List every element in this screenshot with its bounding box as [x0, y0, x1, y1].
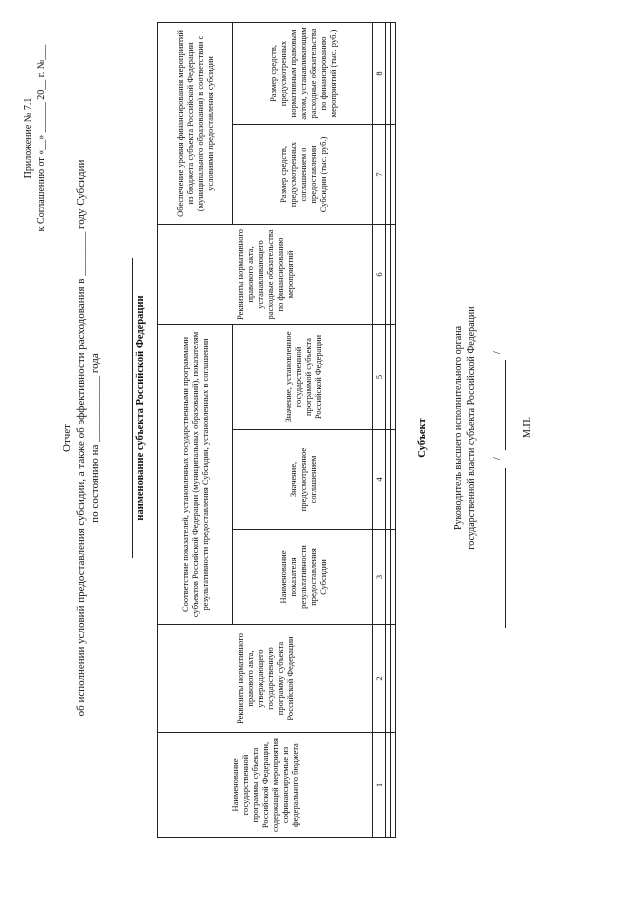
column-number: 6 — [373, 224, 386, 324]
header-funding-group: Обеспечение уровня финансирования мероприятий из бюджета субъекта Российской Федерации (муниципального образования) в соответствии с условиями предоставления субсидии — [158, 22, 233, 224]
report-title-description: об исполнении условий предоставления субсидии, а также об эффективности расходования в ________ году Субсидии — [75, 159, 87, 717]
document-page — [22, 0, 582, 878]
header-act-funds: Размер средств, предусмотренных нормативным правовым актом, устанавливающим расходные обязательства по финансированию мероприятий (тыс. руб.) — [233, 22, 373, 124]
signature-separator: / — [492, 351, 503, 354]
header-program-act: Реквизиты нормативного правового акта, утверждающего государственную программу субъекта Российской Федерации — [158, 625, 373, 733]
column-number-row — [373, 22, 386, 837]
report-title — [60, 0, 102, 878]
column-number: 3 — [373, 530, 386, 625]
table-row — [391, 22, 396, 837]
header-agreement-funds: Размер средств, предусмотренных соглашением о предоставлении Субсидии (тыс. руб.) — [233, 124, 373, 224]
column-number: 1 — [373, 733, 386, 838]
header-program-name: Наименование государственной программы субъекта Российской Федерации, содержащей мероприятия софинансируемые из федерального бюджета — [158, 733, 373, 838]
report-title-date: по состоянию на ____________ года — [89, 353, 101, 523]
stamp-placeholder: М.П. — [522, 416, 533, 438]
signature-head-line-1: Руководитель высшего исполнительного органа — [453, 325, 464, 531]
column-number: 8 — [373, 22, 386, 124]
table-cell — [391, 324, 396, 429]
subject-name-line — [118, 258, 133, 558]
table-cell — [391, 625, 396, 733]
signature-line — [504, 468, 506, 628]
signature-head-line-2: государственной власти субъекта Российской Федерации — [466, 306, 477, 550]
column-number: 7 — [373, 124, 386, 224]
signature-separator: / — [492, 457, 503, 460]
table-cell — [391, 530, 396, 625]
column-number: 4 — [373, 430, 386, 530]
table-cell — [391, 733, 396, 838]
table-header-row-1 — [158, 22, 233, 837]
table-cell — [391, 22, 396, 124]
column-number: 5 — [373, 324, 386, 429]
signature-subject-label: Субъект — [417, 418, 428, 458]
header-indicator-name: Наименование показателя результативности предоставления Субсидии — [233, 530, 373, 625]
appendix-header — [22, 38, 48, 238]
appendix-agreement-ref: к Соглашению от «__» ______ 20__ г. №___ — [36, 44, 47, 232]
signature-head-title — [452, 228, 478, 628]
table-cell — [391, 430, 396, 530]
report-table — [157, 22, 396, 838]
report-title-word: Отчет — [61, 424, 73, 452]
subject-name-caption: наименование субъекта Российской Федерации — [135, 295, 146, 521]
header-agreement-value: Значение, предусмотренное соглашением — [233, 430, 373, 530]
column-number: 2 — [373, 625, 386, 733]
appendix-number: Приложение № 7.1 — [23, 97, 34, 179]
header-program-value: Значение, установленное государственной программой субъекта Российской Федерации — [233, 324, 373, 429]
header-expense-act: Реквизиты нормативного правового акта, устанавливающего расходные обязательства по финансированию мероприятий — [158, 224, 373, 324]
signature-name-line — [504, 360, 506, 450]
table-cell — [391, 124, 396, 224]
header-indicators-group: Соответствие показателей, установленных государственными программами субъектов Российской Федерации (муниципальных образований), показателям результативности предоставления Субсидии, установленных в соглашении — [158, 324, 233, 624]
table-cell — [391, 224, 396, 324]
